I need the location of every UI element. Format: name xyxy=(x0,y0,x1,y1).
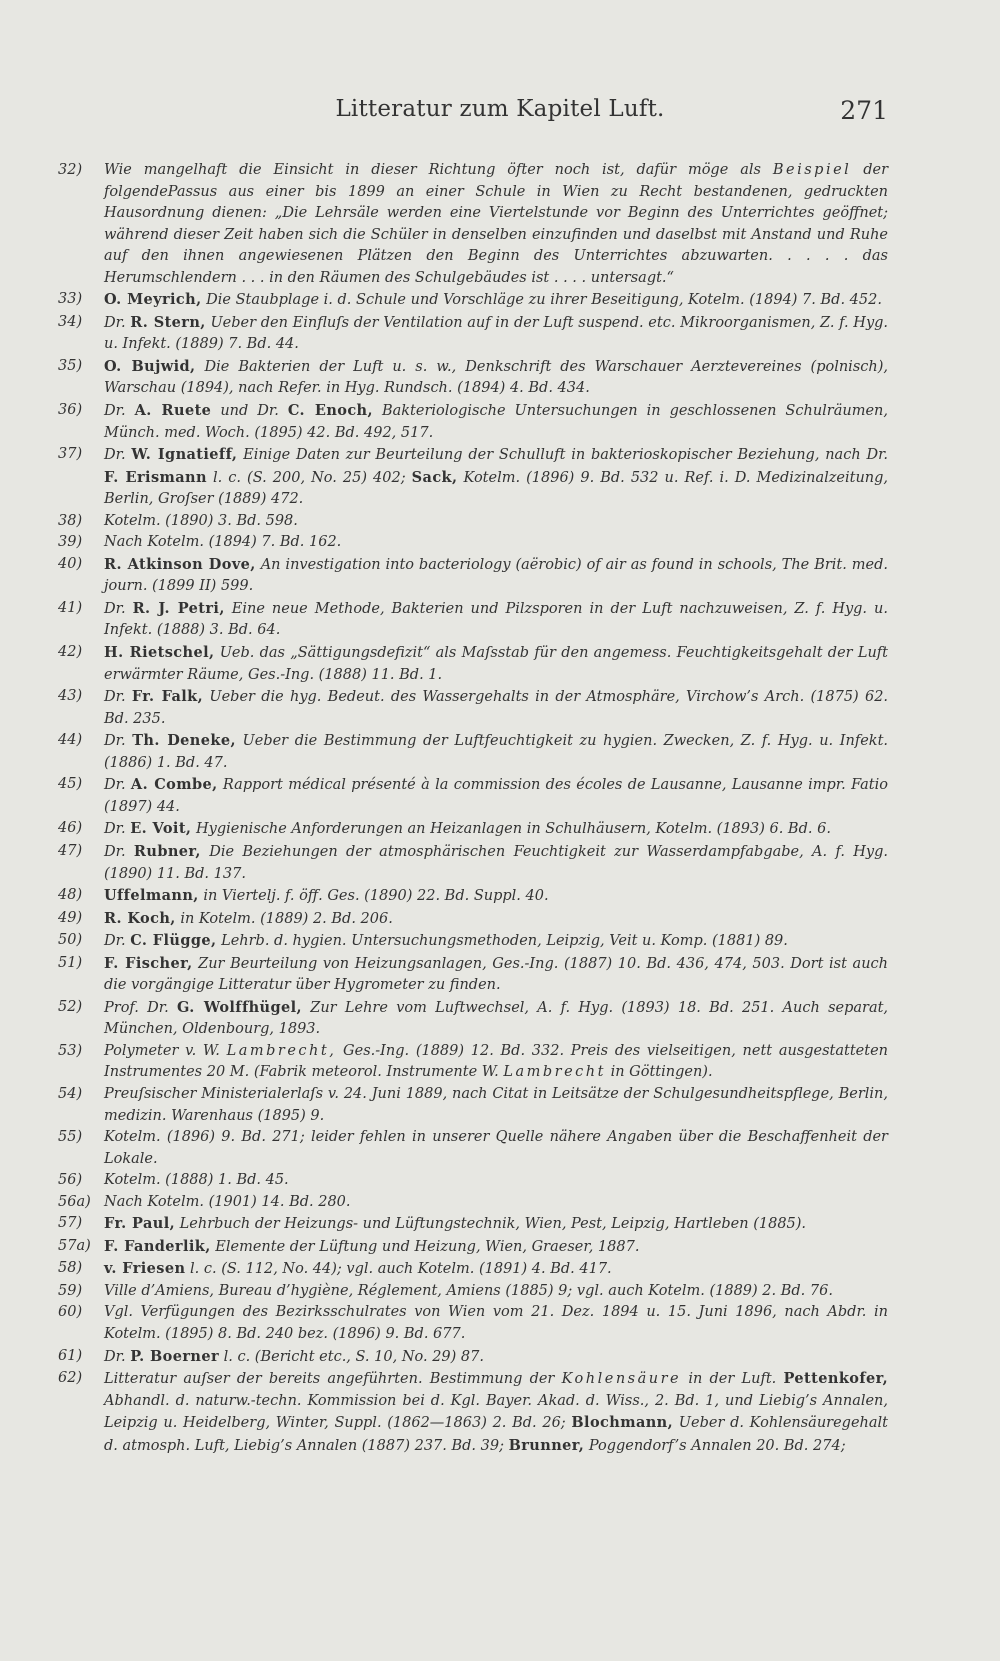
note-text: der folgendePassus aus einer bis 1899 an einer Schule in Wien zu Recht bestandenen, gedruckten Hausordnung dienen: „Die Lehrsäle werden eine Viertelstunde vor Beginn des Unterrichtes geöffnet; während dieser Zeit haben sich die Schüler in denselben einzufinden und daselbst mit Anstand und Ruhe auf den ihnen angewiesenen Plätzen den Beginn des Unterrichtes abzuwarten. . . . . das Herumschlendern . . . in den Räumen des Schulgebäudes ist . . . . untersagt.“ xyxy=(104,162,889,286)
author-name: F. Fanderlik, xyxy=(104,1237,211,1255)
author-name: Fr. Paul, xyxy=(104,1215,176,1233)
note-number: 56) xyxy=(58,1172,83,1189)
note-57a xyxy=(58,1236,888,1259)
author-prefix: Dr. xyxy=(104,843,126,860)
note-text: Die Bakterien der Luft u. s. w., Denkschrift des Warschauer Aerztevereines (polnisch), Warschau (1894), nach Refer. in Hyg. Rundsch. (1894) 4. Bd. 434. xyxy=(104,358,888,397)
note-text: Zur Lehre vom Luftwechsel, A. f. Hyg. (1893) 18. Bd. 251. Auch separat, München, Oldenbourg, 1893. xyxy=(104,999,889,1038)
note-55 xyxy=(58,1127,888,1170)
spaced-word: Lambrecht xyxy=(503,1064,606,1081)
author-name: A. Combe, xyxy=(130,776,218,794)
note-text: Ville d’Amiens, Bureau d’hygiène, Réglement, Amiens (1885) 9; vgl. auch Kotelm. (1889) 2. Bd. 76. xyxy=(104,1282,833,1299)
note-32 xyxy=(58,160,888,289)
author-name: P. Boerner xyxy=(130,1347,219,1365)
note-number: 39) xyxy=(58,534,83,551)
note-52 xyxy=(58,997,888,1041)
note-text: in Viertelj. f. öff. Ges. (1890) 22. Bd. Suppl. 40. xyxy=(203,888,549,905)
note-text: Lehrb. d. hygien. Untersuchungsmethoden, Leipzig, Veit u. Komp. (1881) 89. xyxy=(221,933,788,950)
note-number: 56a) xyxy=(58,1193,91,1210)
note-number: 47) xyxy=(58,842,83,859)
author-prefix: Dr. xyxy=(104,600,126,617)
note-38 xyxy=(58,511,888,533)
note-text: Poggendorf’s Annalen 20. Bd. 274; xyxy=(588,1437,846,1454)
author-prefix: Dr. xyxy=(104,689,126,706)
note-51 xyxy=(58,953,888,997)
note-number: 62) xyxy=(58,1370,83,1387)
note-number: 34) xyxy=(58,313,83,330)
note-text: Zur Beurteilung von Heizungsanlagen, Ges.-Ing. (1887) 10. Bd. 436, 474, 503. Dort ist auch die vorgängige Litteratur über Hygrometer zu finden. xyxy=(104,955,888,994)
author-prefix: Prof. Dr. xyxy=(104,999,169,1016)
note-number: 52) xyxy=(58,998,83,1015)
note-text: und Dr. xyxy=(220,403,279,420)
note-text: Ueber d. Kohlensäuregehalt d. atmosph. Luft, Liebig’s Annalen (1887) 237. Bd. 39; xyxy=(104,1415,888,1454)
note-number: 53) xyxy=(58,1042,83,1059)
author-name: R. Atkinson Dove, xyxy=(104,555,256,573)
author-name: C. Enoch, xyxy=(287,402,373,420)
note-46 xyxy=(58,818,888,841)
author-name: F. Erismann xyxy=(104,468,207,486)
note-text: l. c. (S. 200, No. 25) 402; xyxy=(213,469,406,486)
author-name: R. Stern, xyxy=(130,313,206,331)
note-text: Wie mangelhaft die Einsicht in dieser Richtung öfter noch ist, dafür möge als xyxy=(104,162,761,178)
note-text: Ueber den Einfluſs der Ventilation auf in der Luft suspend. etc. Mikroorganismen, Z. f. Hyg. u. Infekt. (1889) 7. Bd. 44. xyxy=(104,314,889,353)
author-name: A. Ruete xyxy=(134,402,212,420)
note-58 xyxy=(58,1258,888,1281)
author-name: Uffelmann, xyxy=(104,887,199,905)
note-number: 59) xyxy=(58,1282,83,1299)
note-number: 58) xyxy=(58,1260,83,1277)
note-number: 33) xyxy=(58,291,83,308)
author-name: W. Ignatieff, xyxy=(131,446,238,464)
note-62 xyxy=(58,1368,888,1457)
note-number: 55) xyxy=(58,1129,83,1146)
note-39 xyxy=(58,532,888,554)
note-text: Ueb. das „Sättigungsdefizit“ als Maſsstab für den angemess. Feuchtigkeitsgehalt der Luft erwärmter Räume, Ges.-Ing. (1888) 11. Bd. 1. xyxy=(104,645,888,683)
note-text: Hygienische Anforderungen an Heizanlagen in Schulhäusern, Kotelm. (1893) 6. Bd. 6. xyxy=(196,821,831,838)
note-number: 32) xyxy=(58,162,83,178)
note-text: Elemente der Lüftung und Heizung, Wien, Graeser, 1887. xyxy=(215,1238,640,1255)
author-prefix: Dr. xyxy=(104,777,126,794)
note-text: Bakteriologische Untersuchungen in geschlossenen Schulräumen, Münch. med. Woch. (1895) 42. Bd. 492, 517. xyxy=(104,403,888,441)
note-number: 41) xyxy=(58,599,83,616)
note-34 xyxy=(58,312,888,356)
author-name: Th. Deneke, xyxy=(132,732,236,750)
note-59 xyxy=(58,1281,888,1303)
note-54 xyxy=(58,1084,888,1127)
note-text: Polymeter v. W. xyxy=(104,1042,220,1059)
note-text: l. c. (S. 112, No. 44); vgl. auch Kotelm. (1891) 4. Bd. 417. xyxy=(190,1261,612,1278)
note-number: 48) xyxy=(58,887,83,904)
note-42 xyxy=(58,642,888,686)
note-number: 54) xyxy=(58,1085,83,1102)
note-number: 50) xyxy=(58,932,83,949)
author-prefix: Dr. xyxy=(104,933,126,950)
author-name: v. Friesen xyxy=(104,1260,186,1278)
note-57 xyxy=(58,1213,888,1236)
author-name: Brunner, xyxy=(508,1436,585,1454)
note-text: Die Beziehungen der atmosphärischen Feuchtigkeit zur Wasserdampfabgabe, A. f. Hyg. (1890) 11. Bd. 137. xyxy=(104,843,889,882)
note-text: Kotelm. (1896) 9. Bd. 532 u. Ref. i. D. Medizinalzeitung, Berlin, Groſser (1889) 472. xyxy=(104,469,889,508)
note-number: 35) xyxy=(58,357,83,374)
note-text: Kotelm. (1888) 1. Bd. 45. xyxy=(104,1172,289,1189)
note-text: An investigation into bacteriology (aërobic) of air as found in schools, The Brit. med. journ. (1899 II) 599. xyxy=(104,556,888,595)
note-text: Abhandl. d. naturw.-techn. Kommission bei d. Kgl. Bayer. Akad. d. Wiss., 2. Bd. 1, und Liebig’s Annalen, Leipzig u. Heidelberg, Winter, Suppl. (1862—1863) 2. Bd. 26; xyxy=(104,1392,888,1432)
note-text: Litteratur auſser der bereits angeführten. Bestimmung der xyxy=(104,1371,555,1388)
author-prefix: Dr. xyxy=(104,821,126,838)
author-name: R. J. Petri, xyxy=(132,599,225,617)
note-56 xyxy=(58,1170,888,1192)
note-text: Vgl. Verfügungen des Bezirksschulrates von Wien vom 21. Dez. 1894 u. 15. Juni 1896, nach Abdr. in Kotelm. (1895) 8. Bd. 240 bez. (1896) 9. Bd. 677. xyxy=(104,1304,888,1342)
note-35 xyxy=(58,356,888,400)
note-number: 42) xyxy=(58,644,83,661)
author-name: R. Koch, xyxy=(104,909,176,927)
note-48 xyxy=(58,885,888,908)
note-text: in Kotelm. (1889) 2. Bd. 206. xyxy=(180,910,393,927)
note-number: 51) xyxy=(58,954,83,971)
note-text: l. c. (Bericht etc., S. 10, No. 29) 87. xyxy=(223,1348,484,1365)
note-text: Nach Kotelm. (1901) 14. Bd. 280. xyxy=(104,1193,351,1210)
author-name: C. Flügge, xyxy=(130,932,217,950)
note-number: 38) xyxy=(58,512,83,529)
note-text: Die Staubplage i. d. Schule und Vorschläge zu ihrer Beseitigung, Kotelm. (1894) 7. Bd. 452. xyxy=(206,292,882,309)
note-37 xyxy=(58,444,888,511)
author-prefix: Dr. xyxy=(104,403,126,420)
author-name: H. Rietschel, xyxy=(104,644,215,662)
note-number: 44) xyxy=(58,732,83,749)
author-name: O. Meyrich, xyxy=(104,291,202,309)
note-number: 57) xyxy=(58,1215,83,1232)
note-text: Ueber die Bestimmung der Luftfeuchtigkeit zu hygien. Zwecken, Z. f. Hyg. u. Infekt. (1886) 1. Bd. 47. xyxy=(104,733,889,771)
author-name: Sack, xyxy=(411,468,458,486)
author-name: Rubner, xyxy=(133,842,201,860)
author-prefix: Dr. xyxy=(104,314,126,331)
note-text: in Göttingen). xyxy=(610,1064,713,1081)
notes-list xyxy=(58,160,888,1457)
note-number: 45) xyxy=(58,776,83,793)
note-44 xyxy=(58,730,888,774)
note-41 xyxy=(58,598,888,642)
author-name: Pettenkofer, xyxy=(783,1370,889,1388)
author-prefix: Dr. xyxy=(104,1348,126,1365)
note-number: 46) xyxy=(58,820,83,837)
author-name: Blochmann, xyxy=(571,1414,674,1432)
spaced-word: Beispiel xyxy=(772,162,852,178)
note-number: 57a) xyxy=(58,1237,91,1254)
note-number: 43) xyxy=(58,688,83,705)
note-text: Lehrbuch der Heizungs- und Lüftungstechnik, Wien, Pest, Leipzig, Hartleben (1885). xyxy=(179,1216,807,1233)
note-49 xyxy=(58,908,888,931)
spaced-word: Kohlensäure xyxy=(561,1371,682,1388)
note-56a xyxy=(58,1192,888,1214)
note-45 xyxy=(58,774,888,818)
note-text: Kotelm. (1896) 9. Bd. 271; leider fehlen in unserer Quelle nähere Angaben über die Beschaffenheit der Lokale. xyxy=(104,1129,888,1167)
author-name: Fr. Falk, xyxy=(131,688,204,706)
spaced-word: Lambrecht, xyxy=(226,1042,337,1059)
note-text: Eine neue Methode, Bakterien und Pilzsporen in der Luft nachzuweisen, Z. f. Hyg. u. Infekt. (1888) 3. Bd. 64. xyxy=(104,600,888,639)
author-name: E. Voit, xyxy=(130,820,192,838)
page-number: 271 xyxy=(840,96,888,125)
note-40 xyxy=(58,554,888,598)
running-title: Litteratur zum Kapitel Luft. xyxy=(335,96,665,122)
note-60 xyxy=(58,1302,888,1345)
note-50 xyxy=(58,930,888,953)
note-number: 36) xyxy=(58,402,83,419)
author-name: F. Fischer, xyxy=(104,954,193,972)
note-text: Rapport médical présenté à la commission des écoles de Lausanne, Lausanne impr. Fatio (1897) 44. xyxy=(104,777,888,815)
note-text: in der Luft. xyxy=(688,1371,777,1388)
note-text: Nach Kotelm. (1894) 7. Bd. 162. xyxy=(104,534,342,551)
note-text: Ges.-Ing. (1889) 12. Bd. 332. Preis des vielseitigen, nett ausgestatteten Instrumentes 20 M. (Fabrik meteorol. Instrumente W. xyxy=(104,1042,889,1081)
note-text: Ueber die hyg. Bedeut. des Wassergehalts in der Atmosphäre, Virchow’s Arch. (1875) 62. Bd. 235. xyxy=(104,689,889,727)
note-47 xyxy=(58,841,888,885)
note-number: 49) xyxy=(58,909,83,926)
note-33 xyxy=(58,289,888,312)
note-36 xyxy=(58,400,888,444)
note-text: Einige Daten zur Beurteilung der Schulluft in bakterioskopischer Beziehung, nach Dr. xyxy=(243,447,889,464)
note-61 xyxy=(58,1346,888,1369)
note-number: 60) xyxy=(58,1304,83,1321)
author-name: G. Wolffhügel, xyxy=(177,998,302,1016)
note-text: Preuſsischer Ministerialerlaſs v. 24. Juni 1889, nach Citat in Leitsätze der Schulgesundheitspflege, Berlin, medizin. Warenhaus (1895) 9. xyxy=(104,1085,888,1124)
note-number: 61) xyxy=(58,1347,83,1364)
note-number: 37) xyxy=(58,446,83,463)
note-43 xyxy=(58,686,888,730)
page-header xyxy=(0,96,1000,136)
note-number: 40) xyxy=(58,555,83,572)
author-prefix: Dr. xyxy=(104,447,126,464)
note-text: Kotelm. (1890) 3. Bd. 598. xyxy=(104,512,298,529)
note-53 xyxy=(58,1041,888,1084)
author-name: O. Bujwid, xyxy=(104,357,196,375)
author-prefix: Dr. xyxy=(104,733,126,750)
